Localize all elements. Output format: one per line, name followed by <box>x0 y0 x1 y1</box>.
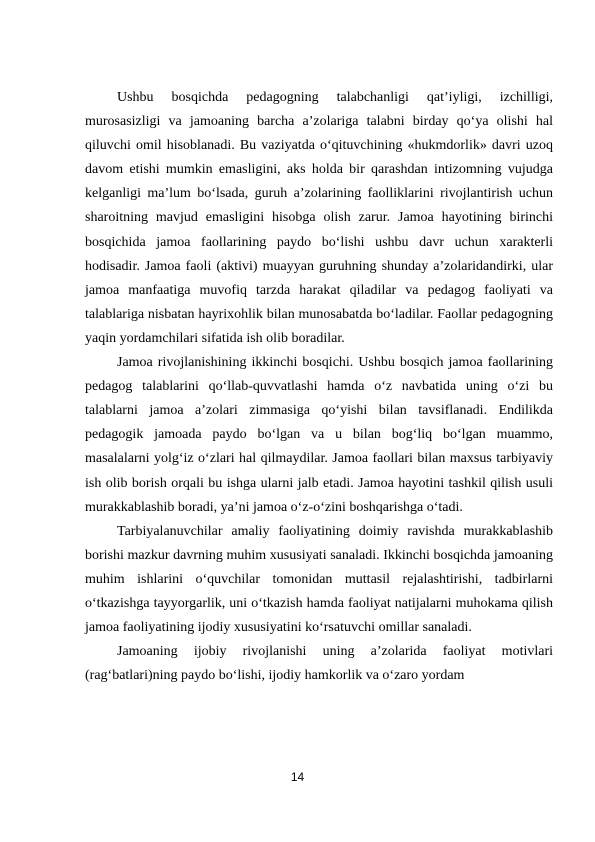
paragraph-practical-activity: Tarbiyalanuvchilar amaliy faoliyatining doimiy ravishda murakkablashib borishi mazkur davrning muhim xususiyati sanaladi. Ikkinchi bosqichda jamoaning muhim ishlarini o‘quvchilar tomonidan muttasil rejalashtirishi, tadbirlarni o‘tkazishga tayyorgarlik, uni o‘tkazish hamda faoliyat natijalarni muhokama qilish jamoa faoliyatining ijodiy xususiyatini ko‘rsatuvchi omillar sanaladi. <box>85 523 553 636</box>
paragraph-positive-development: Jamoaning ijobiy rivojlanishi uning a’zolarida faoliyat motivlari (rag‘batlari)ning paydo bo‘lishi, ijodiy hamkorlik va o‘zaro yordam <box>85 644 553 684</box>
paragraph-first-stage-discipline: Ushbu bosqichda pedagogning talabchanligi qat’iyligi, izchilligi, murosasizligi va jamoaning barcha a’zolariga talabni birday qo‘ya olishi hal qiluvchi omil hisoblanadi. Bu vaziyatda o‘qituvchining «hukmdorlik» davri uzoq davom etishi mumkin emasligini, aks holda bir qarashdan intizomning vujudga kelganligi ma’lum bo‘lsada, guruh a’zolarining faolliklarini rivojlantirish uchun sharoitning mavjud emasligini hisobga olish zarur. Jamoa hayotining birinchi bosqichida jamoa faollarining paydo bo‘lishi ushbu davr uchun xarakterli hodisadir. Jamoa faoli (aktivi) muayyan guruhning shunday a’zolaridandirki, ular jamoa manfaatiga muvofiq tarzda harakat qiladilar va pedagog faoliyati va talablariga nisbatan hayrixohlik bilan munosabatda bo‘ladilar. Faollar pedagogning yaqin yordamchilari sifatida ish olib boradilar. <box>85 90 553 346</box>
paragraph-second-stage: Jamoa rivojlanishining ikkinchi bosqichi. Ushbu bosqich jamoa faollarining pedagog talablarini qo‘llab-quvvatlashi hamda o‘z navbatida uning o‘zi bu talablarni jamoa a’zolari zimmasiga qo‘yishi bilan tavsiflanadi. Endilikda pedagogik jamoada paydo bo‘lgan va u bilan bog‘liq bo‘lgan muammo, masalalarni yolg‘iz o‘zlari hal qilmaydilar. Jamoa faollari bilan maxsus tarbiyaviy ish olib borish orqali bu ishga ularni jalb etadi. Jamoa hayotini tashkil qilish usuli murakkablashib boradi, ya’ni jamoa o‘z-o‘zini boshqarishga o‘tadi. <box>85 355 553 515</box>
page-number: 14 <box>290 770 305 784</box>
document-body <box>85 86 553 688</box>
